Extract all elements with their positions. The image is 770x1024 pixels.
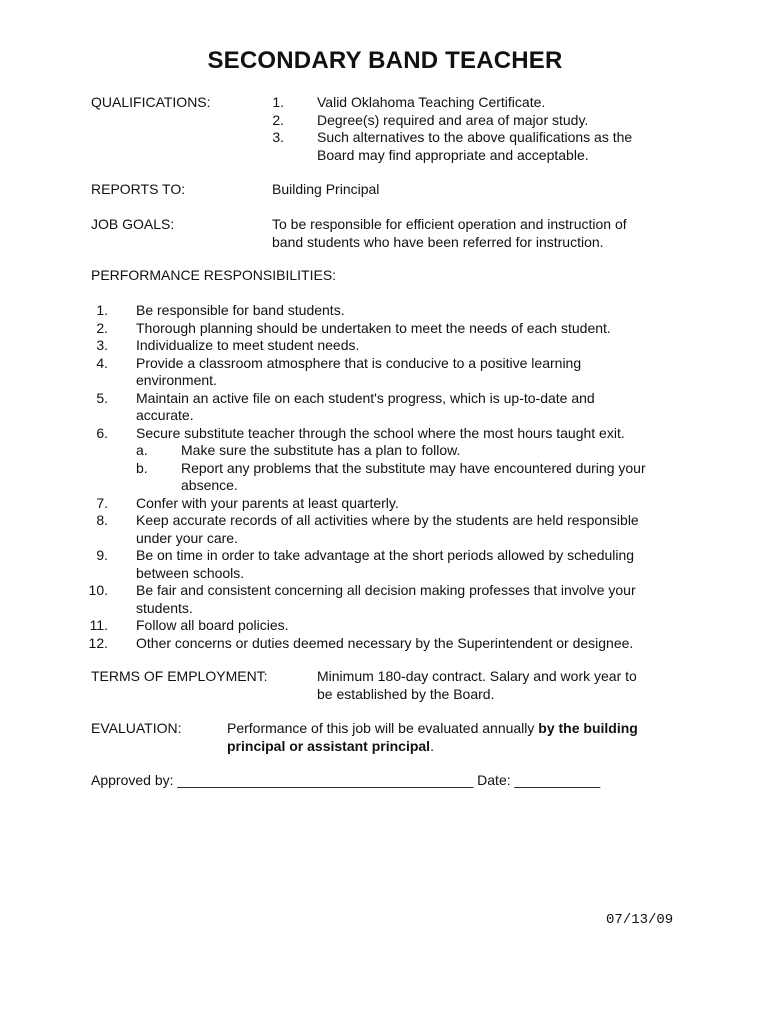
responsibility-number: 10. [88,582,108,598]
sub-item-text: Make sure the substitute has a plan to follow. [181,442,461,458]
job-goals-label: JOB GOALS: [91,216,175,232]
page-title: SECONDARY BAND TEACHER [207,47,563,74]
date-blank[interactable]: ___________ [514,772,601,788]
responsibility-number: 6. [96,424,108,441]
responsibility-number: 2. [96,319,108,336]
approved-by-blank[interactable]: ______________________________________ [177,772,474,788]
evaluation-bold-text: by the building [538,720,638,736]
responsibility-text: Thorough planning should be undertaken to meet the needs of each student. [136,319,611,336]
responsibility-text: accurate. [136,407,194,423]
sub-item-text: absence. [181,477,238,493]
job-goals-line: band students who have been referred for instruction. [272,233,604,250]
performance-label: PERFORMANCE RESPONSIBILITIES: [91,267,337,283]
responsibility-number: 11. [89,617,108,633]
responsibility-number: 12. [88,634,108,651]
responsibility-text: students. [136,599,193,616]
terms-line: be established by the Board. [317,685,495,702]
sub-item-letter: b. [136,459,148,476]
evaluation-text: Performance of this job will be evaluated annually [227,720,539,736]
job-goals-line: To be responsible for efficient operation and instruction of [272,216,627,232]
responsibility-text: Be fair and consistent concerning all decision making professes that involve your [136,582,636,598]
qualification-number: 3. [272,129,284,145]
responsibility-text: Be responsible for band students. [136,302,345,318]
qualification-text: Board may find appropriate and acceptable. [317,146,589,163]
responsibility-text: Be on time in order to take advantage at the short periods allowed by scheduling [136,547,635,563]
terms-label: TERMS OF EMPLOYMENT: [91,668,268,684]
qualification-number: 1. [272,94,284,110]
reports-to-label: REPORTS TO: [91,181,186,197]
approved-by-label: Approved by: [91,772,178,788]
responsibility-number: 5. [96,389,108,406]
responsibility-number: 1. [96,302,108,318]
responsibility-number: 4. [96,354,108,371]
responsibility-text: environment. [136,372,217,388]
qualification-text: Such alternatives to the above qualifications as the [317,129,633,145]
qualifications-label: QUALIFICATIONS: [91,94,211,110]
responsibility-text: Maintain an active file on each student's progress, which is up-to-date and [136,389,595,406]
responsibility-text: Individualize to meet student needs. [136,337,360,353]
responsibility-text: Keep accurate records of all activities where by the students are held responsible [136,512,639,528]
responsibility-text: Follow all board policies. [136,617,289,633]
responsibility-number: 3. [96,337,108,353]
evaluation-text: . [430,737,434,754]
approval-line [91,772,600,790]
sub-item-letter: a. [136,442,148,458]
evaluation-label: EVALUATION: [91,720,182,736]
responsibility-text: Secure substitute teacher through the school where the most hours taught exit. [136,424,625,441]
terms-line: Minimum 180-day contract. Salary and work year to [317,668,637,684]
reports-to-value: Building Principal [272,181,380,197]
responsibility-number: 7. [96,494,108,511]
evaluation-bold-text: principal or assistant principal [227,737,431,754]
qualification-text: Valid Oklahoma Teaching Certificate. [317,94,546,110]
date-label: Date: [473,772,515,788]
footer-date: 07/13/09 [606,912,674,928]
qualification-number: 2. [272,111,284,128]
evaluation-line [227,720,638,738]
evaluation-line [227,738,434,756]
sub-item-text: Report any problems that the substitute may have encountered during your [181,459,646,476]
responsibility-text: under your care. [136,529,238,546]
responsibility-text: Other concerns or duties deemed necessary by the Superintendent or designee. [136,634,634,651]
responsibility-text: between schools. [136,564,245,581]
qualification-text: Degree(s) required and area of major study. [317,111,589,128]
responsibility-text: Confer with your parents at least quarterly. [136,494,399,511]
responsibility-text: Provide a classroom atmosphere that is conducive to a positive learning [136,354,582,371]
responsibility-number: 9. [96,547,108,563]
responsibility-number: 8. [96,512,108,528]
